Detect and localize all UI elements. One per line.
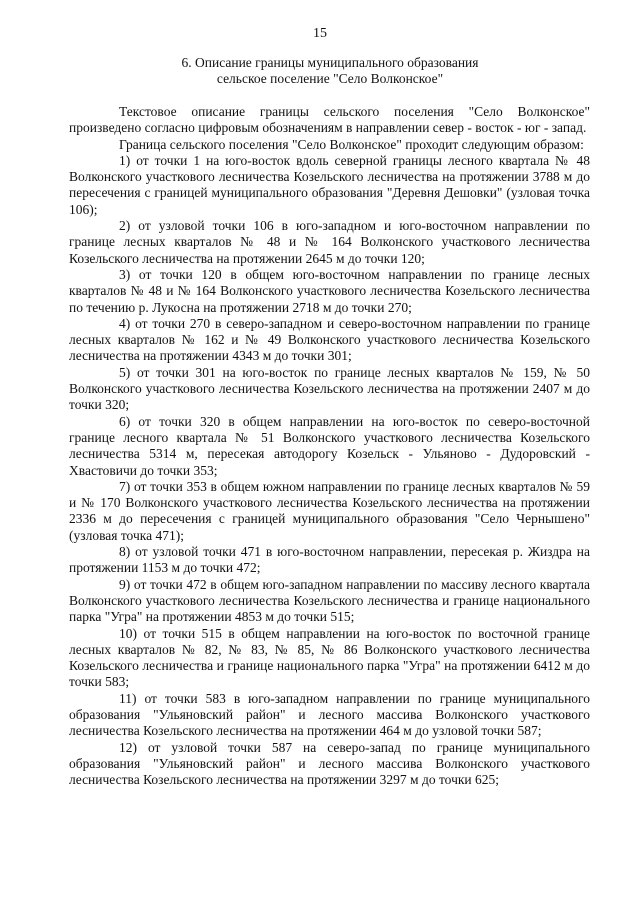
boundary-item-5: 5) от точки 301 на юго-восток по границе лесных кварталов № 159, № 50 Волконского участкового лесничества Козельского лесничества на протяжении 2407 м до точки 320; bbox=[69, 364, 590, 413]
boundary-item-7: 7) от точки 353 в общем южном направлении по границе лесных кварталов № 59 и № 170 Волконского участкового лесничества Козельского лесничества на протяжении 2336 м до пересечения с границей муниципального образования "Село Чернышено" (узловая точка 471); bbox=[69, 478, 590, 543]
section-heading bbox=[70, 55, 590, 87]
boundary-item-1: 1) от точки 1 на юго-восток вдоль северной границы лесного квартала № 48 Волконского участкового лесничества Козельского лесничества на протяжении 3788 м до пересечения с границей муниципального образования "Деревня Дешовки" (узловая точка 106); bbox=[69, 152, 590, 217]
section-title-line-1: 6. Описание границы муниципального образования bbox=[181, 55, 479, 70]
boundary-lead-paragraph: Граница сельского поселения "Село Волконское" проходит следующим образом: bbox=[119, 136, 584, 152]
boundary-item-11: 11) от точки 583 в юго-западном направлении по границе муниципального образования "Ульяновский район" и лесного массива Волконского участкового лесничества Козельского лесничества на протяжении 464 м до узловой точки 587; bbox=[69, 690, 590, 739]
page-number: 15 bbox=[313, 26, 327, 41]
boundary-item-4: 4) от точки 270 в северо-западном и северо-восточном направлении по границе лесных кварталов № 162 и № 49 Волконского участкового лесничества Козельского лесничества на протяжении 4343 м до точки 301; bbox=[69, 315, 590, 364]
boundary-item-3: 3) от точки 120 в общем юго-восточном направлении по границе лесных кварталов № 48 и № 164 Волконского участкового лесничества Козельского лесничества по течению р. Лукосна на протяжении 2718 м до точки 270; bbox=[69, 266, 590, 315]
boundary-item-10: 10) от точки 515 в общем направлении на юго-восток по восточной границе лесных кварталов № 82, № 83, № 85, № 86 Волконского участкового лесничества Козельского лесничества и границе национального парка "Угра" на протяжении 6412 м до точки 583; bbox=[69, 625, 590, 690]
section-body bbox=[69, 104, 590, 788]
boundary-item-8: 8) от узловой точки 471 в юго-восточном направлении, пересекая р. Жиздра на протяжении 1153 м до точки 472; bbox=[69, 544, 590, 576]
intro-paragraph: Текстовое описание границы сельского поселения "Село Волконское" произведено согласно цифровым обозначениям в направлении север - восток - юг - запад. bbox=[69, 104, 590, 136]
boundary-item-9: 9) от точки 472 в общем юго-западном направлении по массиву лесного квартала Волконского участкового лесничества Козельского лесничества и границе национального парка "Угра" на протяжении 4853 м до точки 515; bbox=[69, 576, 590, 625]
boundary-item-12: 12) от узловой точки 587 на северо-запад по границе муниципального образования "Ульяновский район" и лесного массива Волконского участкового лесничества Козельского лесничества на протяжении 3297 м до точки 625; bbox=[69, 739, 590, 788]
section-title-line-2: сельское поселение "Село Волконское" bbox=[216, 71, 444, 86]
boundary-item-6: 6) от точки 320 в общем направлении на юго-восток по северо-восточной границе лесного квартала № 51 Волконского участкового лесничества Козельского лесничества 5314 м, пересекая автодорогу Козельск - Ульяново - Дудоровский - Хвастовичи до точки 353; bbox=[69, 413, 590, 478]
boundary-item-2: 2) от узловой точки 106 в юго-западном и юго-восточном направлении по границе лесных кварталов № 48 и № 164 Волконского участкового лесничества Козельского лесничества на протяжении 2645 м до точки 120; bbox=[69, 218, 590, 266]
